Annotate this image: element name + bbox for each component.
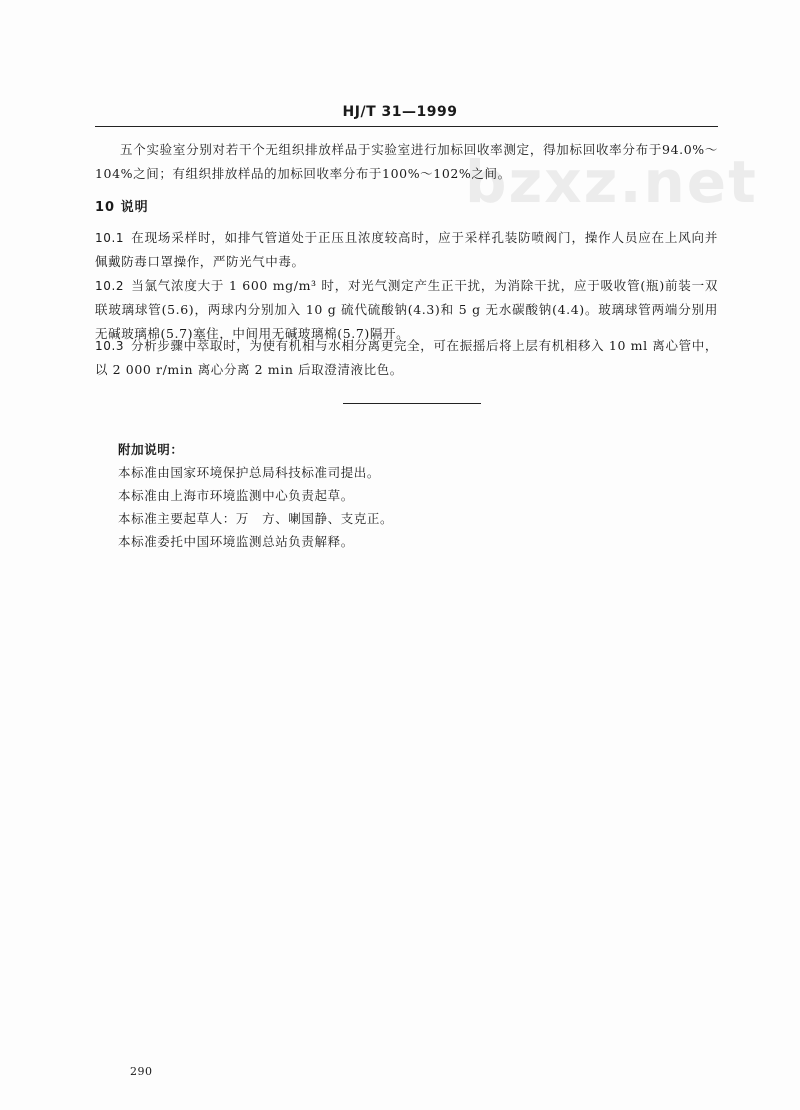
intro-paragraph: 五个实验室分别对若干个无组织排放样品于实验室进行加标回收率测定，得加标回收率分布于94.0%～104%之间；有组织排放样品的加标回收率分布于100%～102%之间。 bbox=[95, 142, 718, 181]
section-item-10-3 bbox=[95, 334, 718, 382]
notes-line: 本标准由上海市环境监测中心负责起草。 bbox=[118, 488, 354, 503]
section-title: 10 说明 bbox=[95, 200, 149, 215]
notes-line: 本标准由国家环境保护总局科技标准司提出。 bbox=[118, 465, 381, 480]
end-rule bbox=[343, 403, 481, 404]
notes-line: 本标准委托中国环境监测总站负责解释。 bbox=[118, 534, 354, 549]
item-number: 10.1 bbox=[95, 231, 125, 245]
watermark-text: bzxz.net bbox=[465, 148, 758, 216]
additional-notes bbox=[118, 438, 618, 553]
page-number: 290 bbox=[130, 1065, 153, 1078]
notes-title: 附加说明： bbox=[118, 442, 184, 457]
item-text: 在现场采样时，如排气管道处于正压且浓度较高时，应于采样孔装防喷阀门，操作人员应在上风向并佩戴防毒口罩操作，严防光气中毒。 bbox=[95, 230, 718, 269]
item-number: 10.3 bbox=[95, 339, 125, 353]
item-number: 10.2 bbox=[95, 279, 125, 293]
standard-code-header: HJ/T 31—1999 bbox=[342, 104, 458, 120]
item-text: 分析步骤中萃取时，为使有机相与水相分离更完全，可在振摇后将上层有机相移入 10 ml 离心管中，以 2 000 r/min 离心分离 2 min 后取澄清液比色。 bbox=[95, 338, 718, 377]
notes-line: 本标准主要起草人：万 方、喇国静、支克正。 bbox=[118, 511, 394, 526]
section-item-10-1 bbox=[95, 226, 718, 274]
header-rule bbox=[95, 126, 718, 127]
item-text: 当氯气浓度大于 1 600 mg/m³ 时，对光气测定产生正干扰，为消除干扰，应于吸收管(瓶)前装一双联玻璃球管(5.6)，两球内分别加入 10 g 硫代硫酸钠(4.3)和 5 g 无水碳酸钠(4.4)。玻璃球管两端分别用无碱玻璃棉(5.7)塞住，中间用无碱玻璃棉(5.7)隔开。 bbox=[95, 278, 718, 341]
